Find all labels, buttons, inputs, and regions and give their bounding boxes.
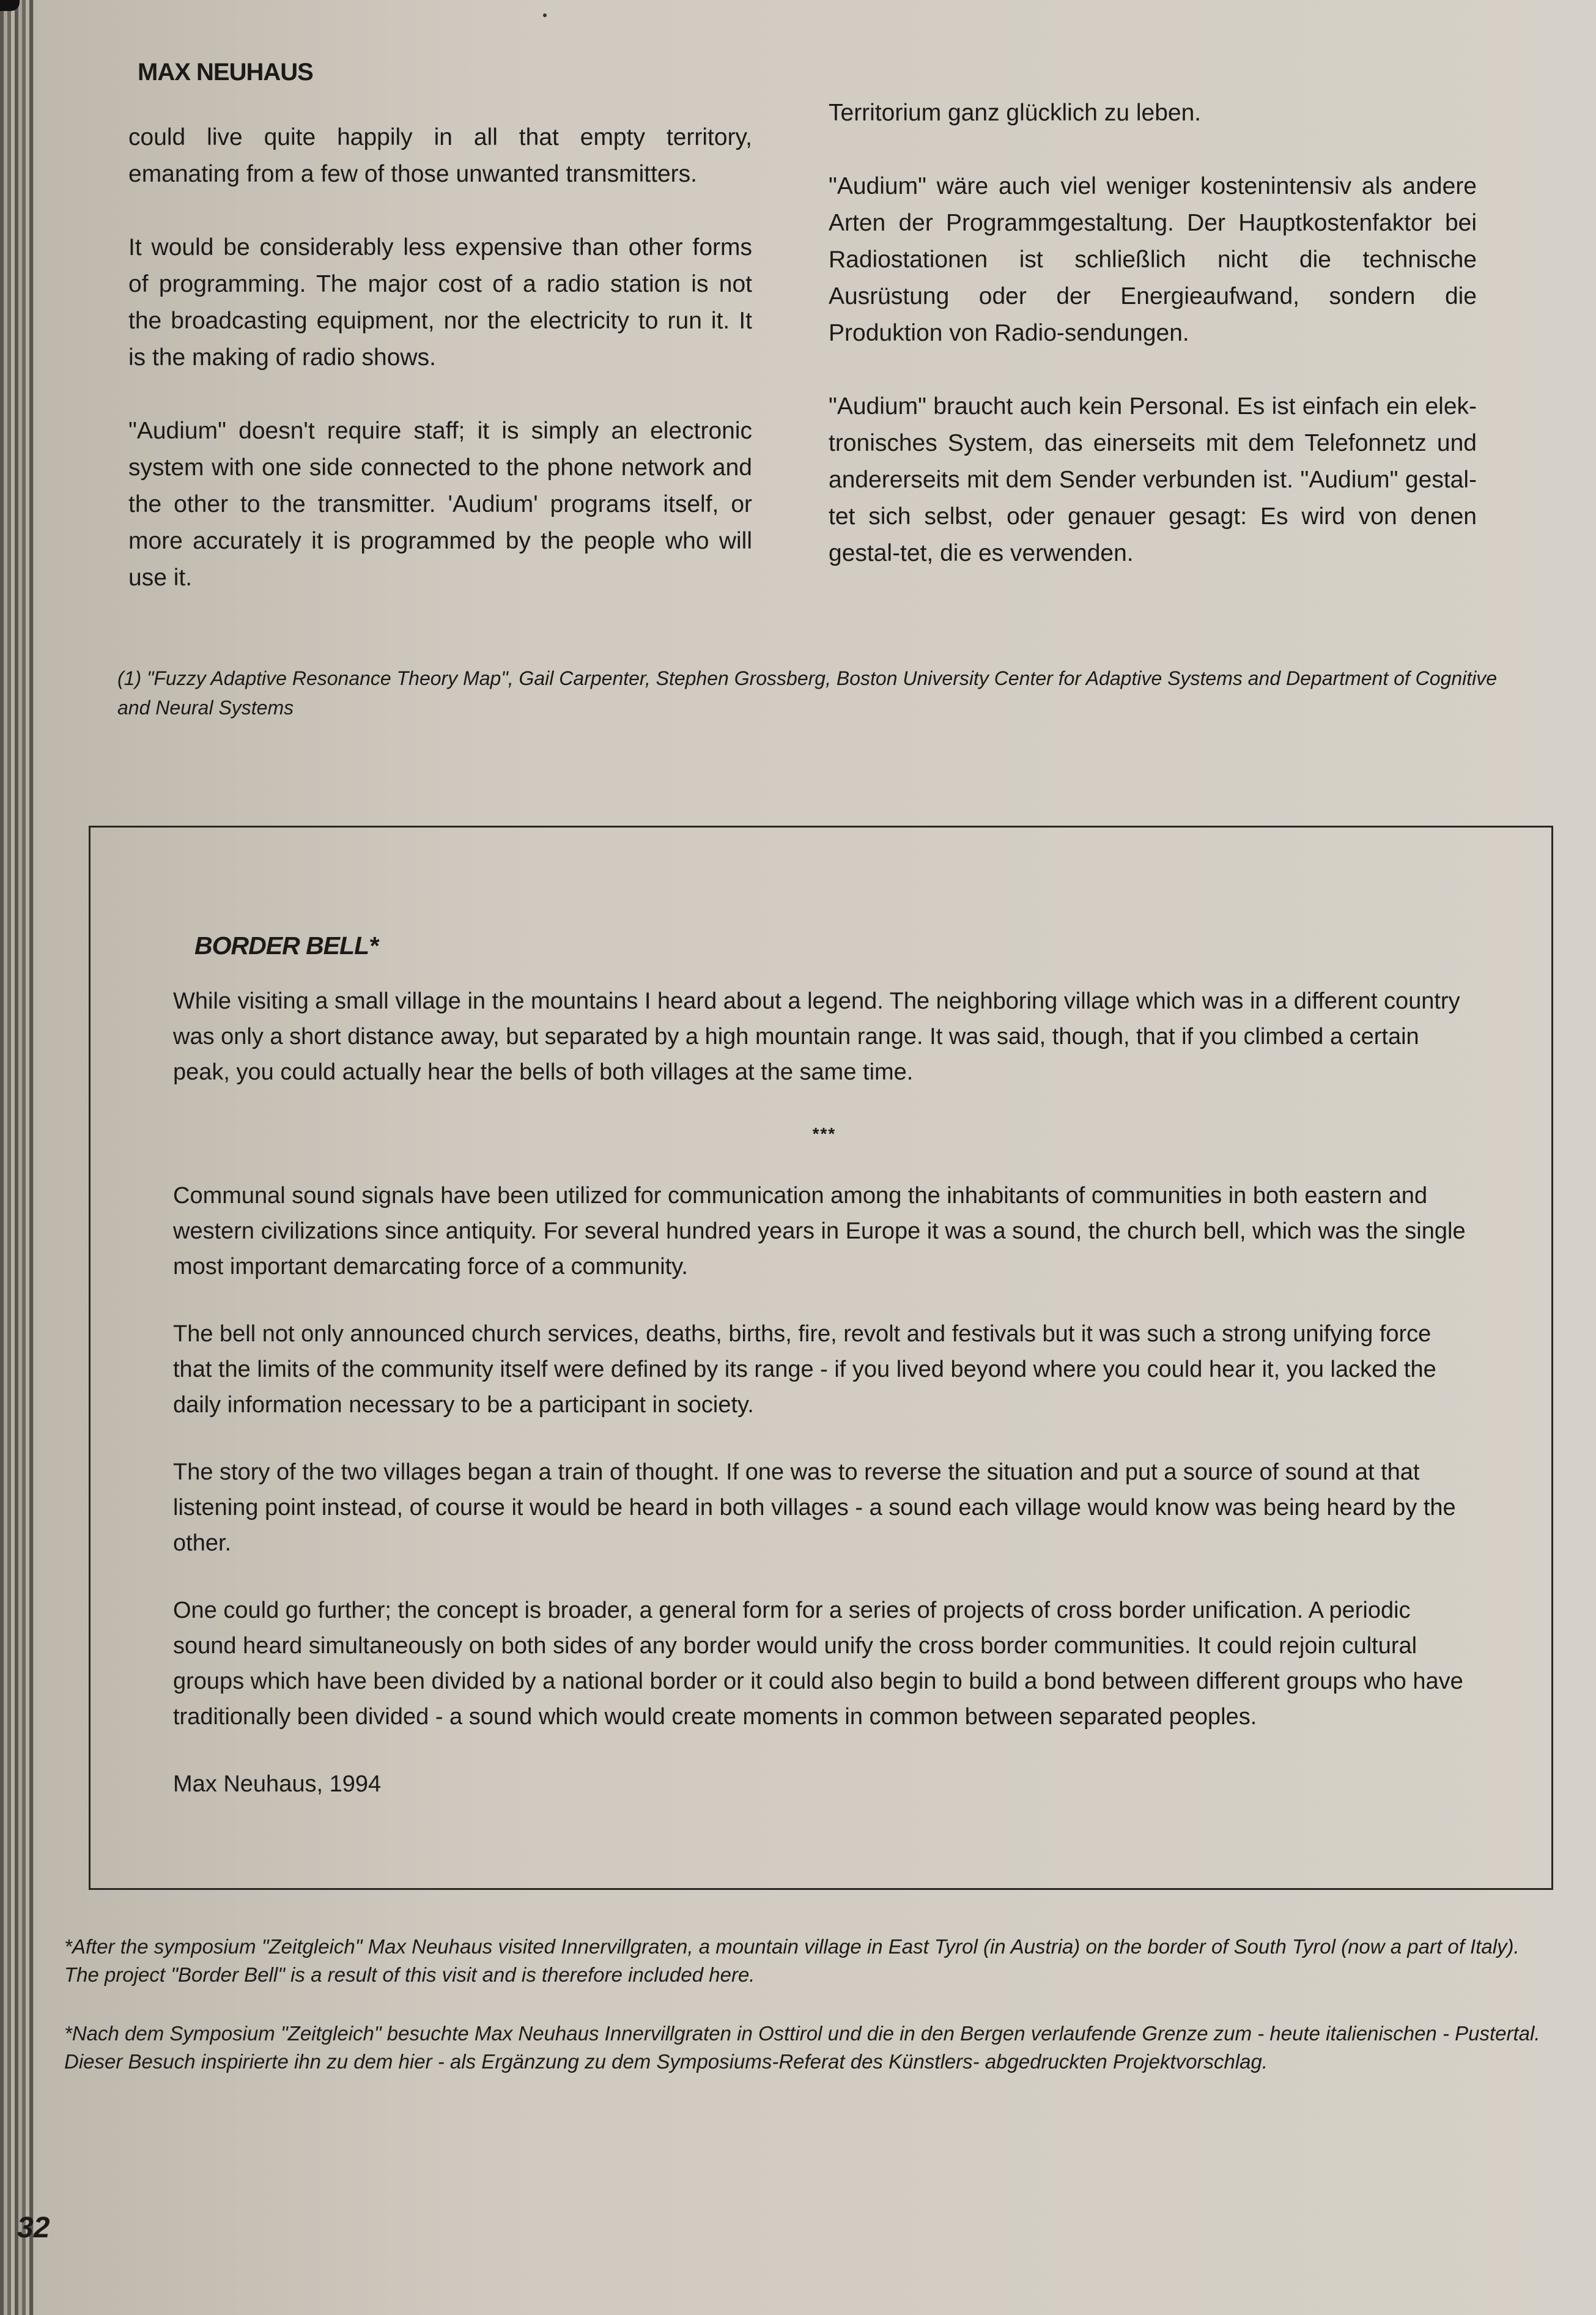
german-paragraph: "Audium" wäre auch viel weniger kostenintensiv als andere Arten der Programmgestaltung. Der Hauptkostenfaktor bei Radiostationen ist schließlich nicht die technische Ausrüstung oder der Energieaufwand, sondern die Produktion von Radio-sendungen.	[829, 173, 1477, 346]
box-title: BORDER BELL*	[194, 932, 379, 960]
english-paragraph: could live quite happily in all that empty territory, emanating from a few of those unwanted transmitters.	[128, 124, 752, 187]
running-head: MAX NEUHAUS	[138, 59, 313, 86]
paper-speck	[543, 13, 547, 17]
box-paragraph: The story of the two villages began a train of thought. If one was to reverse the situation and put a source of sound at that listening point instead, of course it would be heard in both villages - a sound each village would know was being heard by the other.	[173, 1459, 1456, 1556]
german-paragraph: "Audium" braucht auch kein Personal. Es ist einfach ein elek-tronisches System, das einerseits mit dem Telefonnetz und andererseits mit dem Sender verbunden ist. "Audium" gestal-tet sich selbst, oder genauer gesagt: Es wird von denen gestal-tet, die es verwenden.	[829, 393, 1477, 566]
box-paragraph: Communal sound signals have been utilized for communication among the inhabitants of communities in both eastern and western civilizations since antiquity. For several hundred years in Europe it was a sound, the church bell, which was the single most important demarcating force of a community.	[173, 1183, 1466, 1280]
note-english: *After the symposium "Zeitgleich" Max Neuhaus visited Innervillgraten, a mountain village in East Tyrol (in Austria) on the border of South Tyrol (now a part of Italy). The project "Border Bell" is a result of this visit and is therefore included here.	[64, 1935, 1520, 1986]
signature: Max Neuhaus, 1994	[173, 1771, 382, 1797]
german-paragraph: Territorium ganz glücklich zu leben.	[829, 100, 1202, 126]
section-separator: ***	[812, 1124, 837, 1143]
box-paragraph: One could go further; the concept is broader, a general form for a series of projects of cross border unification. A periodic sound heard simultaneously on both sides of any border would unify the cross border communities. It could rejoin cultural groups which have been divided by a national border or it could also begin to build a bond between different groups who have traditionally been divided - a sound which would create moments in common between separated peoples.	[173, 1598, 1463, 1730]
border-bell-box	[89, 826, 1553, 1890]
box-intro: While visiting a small village in the mountains I heard about a legend. The neighboring village which was in a different country was only a short distance away, but separated by a high mountain range. It was said, though, that if you climbed a certain peak, you could actually hear the bells of both villages at the same time.	[173, 988, 1460, 1085]
note-german: *Nach dem Symposium "Zeitgleich" besuchte Max Neuhaus Innervillgraten in Osttirol und die in den Bergen verlaufende Grenze zum - heute italienischen - Pustertal. Dieser Besuch inspirierte ihn zu dem hier - als Ergänzung zu dem Symposiums-Referat des Künstlers- abgedruckten Projektvorschlag.	[64, 2022, 1540, 2073]
english-column	[128, 119, 752, 633]
footnote: (1) "Fuzzy Adaptive Resonance Theory Map", Gail Carpenter, Stephen Grossberg, Boston University Center for Adaptive Systems and Department of Cognitive and Neural Systems	[117, 667, 1498, 719]
book-spine-edge	[0, 0, 34, 2315]
box-paragraph: The bell not only announced church services, deaths, births, fire, revolt and festivals but it was such a strong unifying force that the limits of the community itself were defined by its range - if you lived beyond where you could hear it, you lacked the daily information necessary to be a participant in society.	[173, 1321, 1436, 1418]
german-column	[829, 95, 1477, 609]
box-body	[173, 983, 1476, 1834]
english-paragraph: It would be considerably less expensive than other forms of programming. The major cost of a radio station is not the broadcasting equipment, nor the electricity to run it. It is the making of radio shows.	[128, 234, 752, 371]
page-number: 32	[17, 2212, 50, 2244]
english-paragraph: "Audium" doesn't require staff; it is simply an electronic system with one side connected to the phone network and the other to the transmitter. 'Audium' programs itself, or more accurately it is programmed by the people who will use it.	[128, 418, 752, 591]
bottom-notes	[64, 1933, 1556, 2106]
